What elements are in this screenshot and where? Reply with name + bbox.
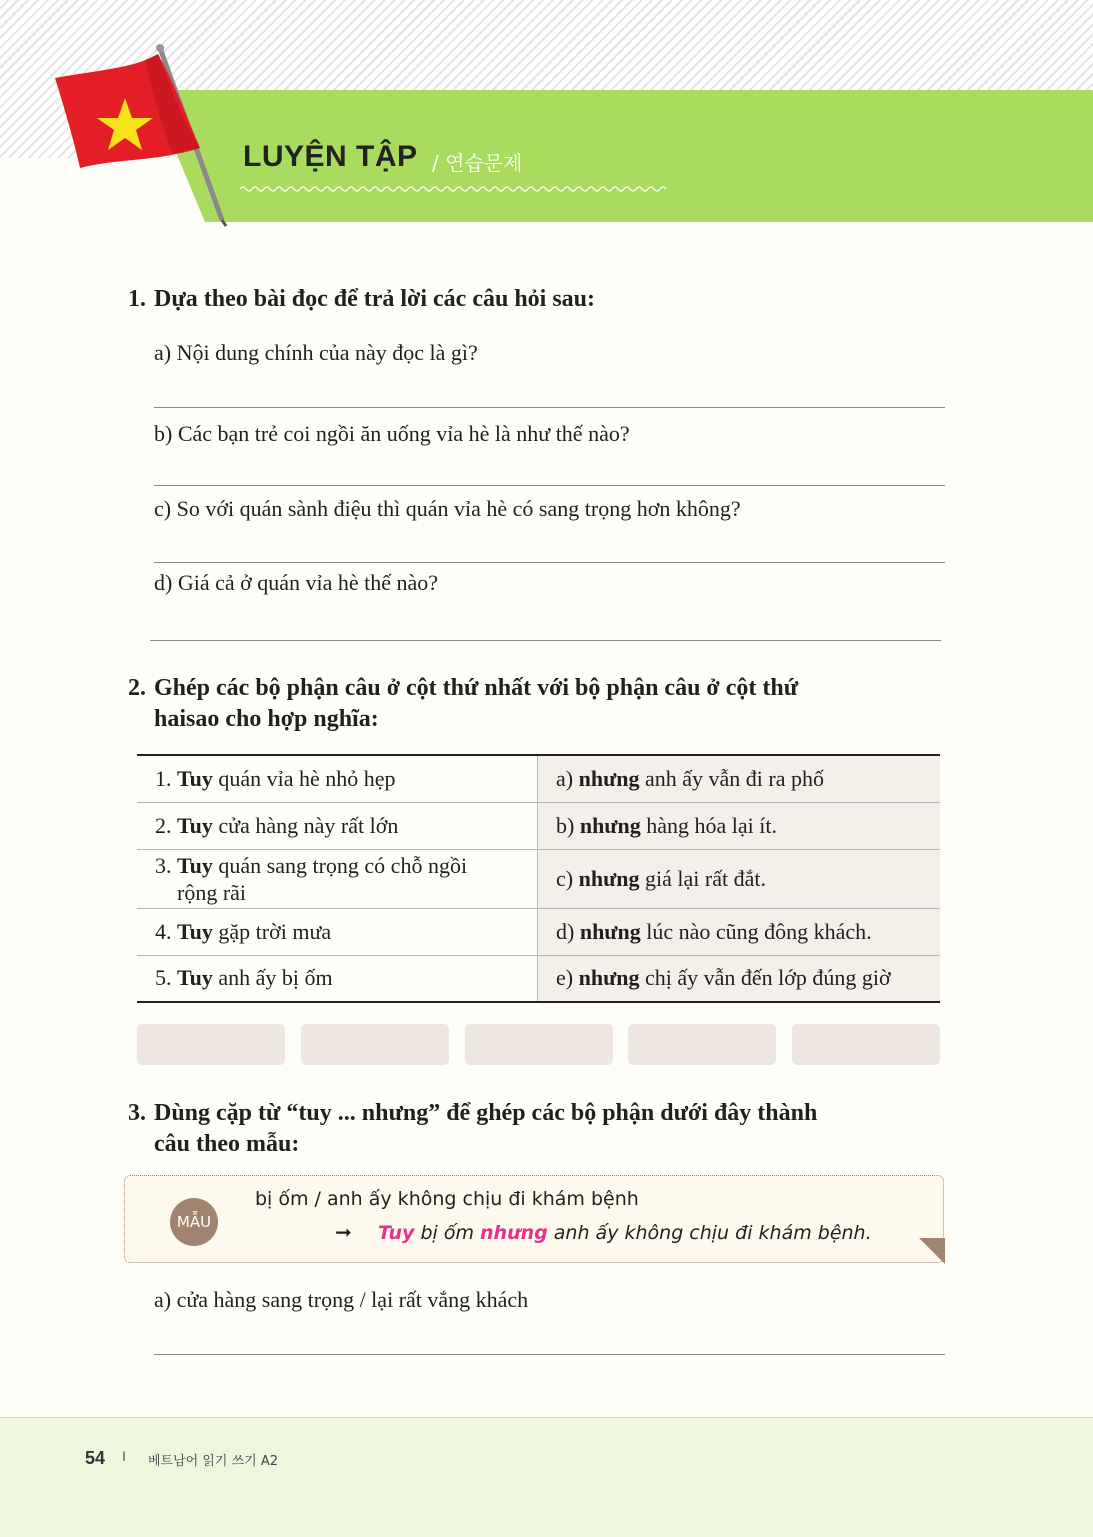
answer-line-1d[interactable] xyxy=(150,640,941,641)
question-1-number: 1. xyxy=(128,286,146,312)
answer-line-1b[interactable] xyxy=(154,485,945,486)
matching-table xyxy=(137,754,940,1003)
page-number: 54 xyxy=(85,1448,106,1468)
table-row xyxy=(137,755,940,802)
question-1-text: Dựa theo bài đọc để trả lời các câu hỏi sau: xyxy=(154,286,596,312)
page-subtitle: / 연습문제 xyxy=(432,151,523,175)
example-prompt: bị ốm / anh ấy không chịu đi khám bệnh xyxy=(255,1188,639,1210)
question-1a: a) Nội dung chính của này đọc là gì? xyxy=(154,340,478,365)
right-cell: d) nhưng lúc nào cũng đông khách. xyxy=(538,908,941,955)
question-3-number: 3. xyxy=(128,1100,146,1126)
table-row xyxy=(137,955,940,1002)
question-3-heading xyxy=(128,1098,817,1160)
right-cell: c) nhưng giá lại rất đắt. xyxy=(538,849,941,908)
left-cell: 3. Tuy quán sang trọng có chỗ ngồi rộng rãi xyxy=(137,849,538,908)
table-row xyxy=(137,802,940,849)
title-wavy-underline xyxy=(240,184,668,194)
question-3-text-line1: Dùng cặp từ “tuy ... nhưng” để ghép các bộ phận dưới đây thành xyxy=(154,1100,818,1126)
answer-box-5[interactable] xyxy=(792,1024,940,1065)
question-3-text-line2: câu theo mẫu: xyxy=(154,1131,300,1157)
answer-line-3a[interactable] xyxy=(154,1354,945,1355)
answer-line-1c[interactable] xyxy=(154,562,945,563)
question-2-text-line1: Ghép các bộ phận câu ở cột thứ nhất với bộ phận câu ở cột thứ xyxy=(154,675,799,701)
left-cell: 4. Tuy gặp trời mưa xyxy=(137,908,538,955)
answer-box-3[interactable] xyxy=(465,1024,613,1065)
answer-box-2[interactable] xyxy=(301,1024,449,1065)
question-1d: d) Giá cả ở quán vỉa hè thế nào? xyxy=(154,570,439,595)
question-1c: c) So với quán sành điệu thì quán vỉa hè có sang trọng hơn không? xyxy=(154,496,741,521)
page-title: LUYỆN TẬP xyxy=(243,140,418,173)
answer-line-1a[interactable] xyxy=(154,407,945,408)
right-cell: e) nhưng chị ấy vẫn đến lớp đúng giờ xyxy=(538,955,941,1002)
right-cell: b) nhưng hàng hóa lại ít. xyxy=(538,802,941,849)
folded-corner-icon xyxy=(919,1238,945,1264)
question-1-heading xyxy=(128,284,595,315)
table-row xyxy=(137,908,940,955)
answer-box-1[interactable] xyxy=(137,1024,285,1065)
vietnam-flag-icon xyxy=(40,40,240,230)
example-answer: Tuy bị ốm nhưng anh ấy không chịu đi khám bệnh. xyxy=(378,1222,872,1244)
left-cell: 5. Tuy anh ấy bị ốm xyxy=(137,955,538,1002)
right-cell: a) nhưng anh ấy vẫn đi ra phố xyxy=(538,755,941,802)
arrow-right-icon: ➞ xyxy=(335,1220,352,1244)
example-badge: MẪU xyxy=(170,1198,218,1246)
left-cell: 2. Tuy cửa hàng này rất lớn xyxy=(137,802,538,849)
footer-separator: I xyxy=(122,1448,126,1464)
question-3a: a) cửa hàng sang trọng / lại rất vắng khách xyxy=(154,1287,529,1312)
left-cell: 1. Tuy quán vỉa hè nhỏ hẹp xyxy=(137,755,538,802)
book-title: 베트남어 읽기 쓰기 A2 xyxy=(148,1454,279,1469)
question-2-heading xyxy=(128,673,798,735)
question-1b: b) Các bạn trẻ coi ngồi ăn uống vỉa hè là như thế nào? xyxy=(154,421,630,446)
question-2-text-line2: haisao cho hợp nghĩa: xyxy=(154,706,379,732)
page-footer xyxy=(0,1417,1093,1537)
example-box xyxy=(124,1175,944,1263)
answer-box-4[interactable] xyxy=(628,1024,776,1065)
question-2-number: 2. xyxy=(128,675,146,701)
table-row xyxy=(137,849,940,908)
